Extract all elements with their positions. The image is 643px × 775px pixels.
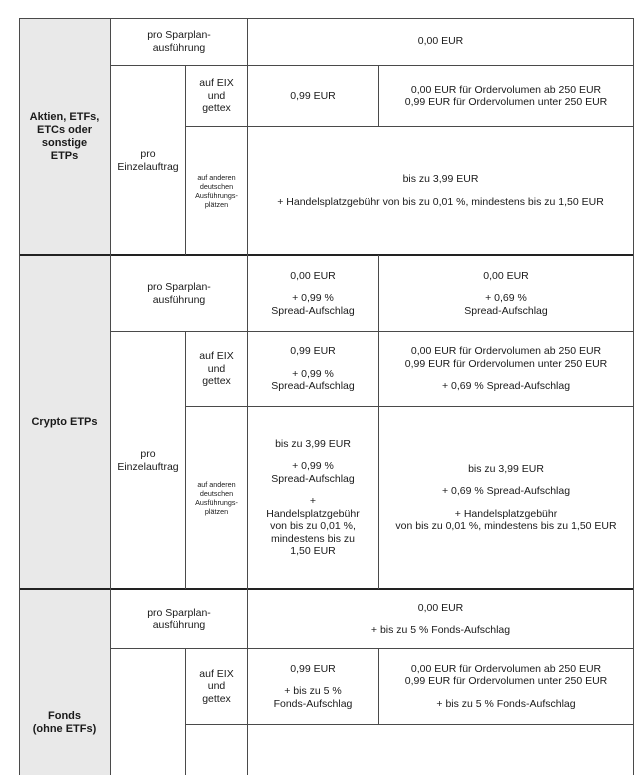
label-line: auf EIX bbox=[199, 77, 234, 90]
category-line: Crypto ETPs bbox=[31, 416, 98, 428]
label-line: gettex bbox=[202, 375, 231, 388]
fee-line: 0,99 EUR für Ordervolumen unter 250 EUR bbox=[404, 357, 608, 370]
fee-line: + bis zu 5 % bbox=[284, 685, 342, 698]
label-line: Ausführungs- bbox=[195, 497, 238, 507]
fee-line: + 0,69 % Spread-Aufschlag bbox=[441, 485, 571, 497]
sparplan-fee bbox=[248, 590, 633, 648]
category-line: Aktien, ETFs, bbox=[29, 110, 100, 123]
other-venue-fee bbox=[248, 127, 633, 254]
label-line: pro Sparplan- bbox=[147, 29, 211, 41]
category-line: (ohne ETFs) bbox=[32, 723, 97, 735]
fee-line: + 0,99 % bbox=[292, 367, 334, 380]
venue-other-german bbox=[186, 407, 247, 588]
sparplan-label bbox=[111, 18, 247, 65]
fee-line: + bis zu 5 % Fonds-Aufschlag bbox=[370, 624, 511, 636]
category-crypto-etps bbox=[19, 256, 110, 589]
category-aktien-etfs bbox=[19, 18, 110, 255]
category-line: ETCs oder bbox=[36, 123, 92, 136]
fee-line: 0,00 EUR für Ordervolumen ab 250 EUR bbox=[410, 662, 602, 675]
venue-eix-gettex bbox=[186, 66, 247, 126]
fee-line: Spread-Aufschlag bbox=[271, 304, 355, 317]
label-line: pro bbox=[140, 448, 156, 460]
fee-line: + 0,69 % bbox=[485, 292, 527, 305]
eix-fee-secondary bbox=[379, 66, 633, 126]
fee-line: + Handelsplatzgebühr von bis zu 0,01 %, mindestens bis zu 1,50 EUR bbox=[277, 195, 604, 208]
sparplan-fee bbox=[248, 18, 633, 65]
venue-other-german bbox=[186, 127, 247, 254]
sparplan-label bbox=[111, 256, 247, 331]
sparplan-fee-secondary bbox=[379, 256, 633, 331]
eix-fee-primary bbox=[248, 649, 378, 724]
fee-line: 0,99 EUR für Ordervolumen unter 250 EUR bbox=[404, 675, 608, 688]
category-line: Fonds bbox=[48, 710, 81, 722]
einzelauftrag-label bbox=[111, 66, 185, 255]
fee-line: Spread-Aufschlag bbox=[271, 472, 355, 485]
label-line: gettex bbox=[202, 102, 231, 115]
label-line: Ausführungs- bbox=[195, 190, 238, 200]
other-venue-fee-primary bbox=[248, 407, 378, 588]
eix-fee-secondary bbox=[379, 649, 633, 724]
fee-line: Fonds-Aufschlag bbox=[273, 697, 353, 710]
fee-line: mindestens bis zu bbox=[270, 532, 356, 545]
eix-fee-primary bbox=[248, 332, 378, 406]
fee-line: 0,99 EUR bbox=[290, 89, 336, 102]
label-line: pro Sparplan- bbox=[147, 606, 211, 619]
label-line: plätzen bbox=[204, 199, 229, 209]
label-line: auf EIX bbox=[199, 667, 234, 680]
fee-line: Spread-Aufschlag bbox=[271, 380, 355, 393]
other-venue-fee-secondary bbox=[379, 407, 633, 588]
fee-line: 0,00 EUR bbox=[290, 269, 336, 282]
label-line: Einzelauftrag bbox=[117, 160, 179, 173]
label-line: auf anderen bbox=[197, 172, 236, 182]
fee-line: 0,99 EUR für Ordervolumen unter 250 EUR bbox=[404, 96, 608, 108]
label-line: ausführung bbox=[152, 293, 206, 306]
fee-line: bis zu 3,99 EUR bbox=[402, 173, 479, 185]
fee-line: + 0,99 % bbox=[292, 460, 334, 472]
label-line: deutschen bbox=[199, 181, 234, 191]
fee-line: 0,99 EUR bbox=[290, 662, 336, 675]
fee-line: 0,00 EUR bbox=[417, 35, 464, 48]
fee-line: 0,00 EUR für Ordervolumen ab 250 EUR bbox=[410, 83, 602, 96]
label-line: deutschen bbox=[199, 488, 234, 498]
label-line: ausführung bbox=[152, 619, 206, 631]
category-line: ETPs bbox=[50, 149, 79, 162]
label-line: Einzelauftrag bbox=[117, 460, 179, 473]
sparplan-fee-primary bbox=[248, 256, 378, 331]
label-line: und bbox=[207, 680, 226, 693]
fee-line: von bis zu 0,01 %, bbox=[270, 520, 356, 532]
fee-line: + bbox=[309, 495, 317, 507]
fee-line: 0,00 EUR bbox=[417, 601, 464, 614]
venue-eix-gettex bbox=[186, 649, 247, 724]
fee-line: 1,50 EUR bbox=[290, 545, 336, 557]
fee-line: bis zu 3,99 EUR bbox=[468, 462, 544, 475]
eix-fee-primary bbox=[248, 66, 378, 126]
row-divider bbox=[185, 724, 633, 725]
fee-line: + 0,99 % bbox=[292, 292, 334, 305]
label-line: plätzen bbox=[204, 506, 229, 516]
einzelauftrag-label bbox=[111, 332, 185, 589]
fee-line: 0,00 EUR bbox=[483, 269, 529, 282]
label-line: und bbox=[207, 89, 226, 102]
fee-line: 0,00 EUR für Ordervolumen ab 250 EUR bbox=[410, 345, 602, 358]
fee-line: bis zu 3,99 EUR bbox=[275, 437, 351, 450]
fee-line: + 0,69 % Spread-Aufschlag bbox=[441, 380, 571, 393]
label-line: gettex bbox=[202, 692, 231, 705]
fee-line: Handelsplatzgebühr bbox=[266, 507, 360, 520]
fee-line: von bis zu 0,01 %, mindestens bis zu 1,50 EUR bbox=[395, 520, 617, 532]
label-line: auf EIX bbox=[199, 350, 234, 363]
category-fonds bbox=[19, 710, 110, 775]
label-line: und bbox=[207, 362, 226, 375]
label-line: ausführung bbox=[152, 41, 206, 54]
fee-line: 0,99 EUR bbox=[290, 345, 336, 358]
label-line: auf anderen bbox=[197, 479, 236, 489]
fee-line: + Handelsplatzgebühr bbox=[454, 507, 558, 520]
category-line: sonstige bbox=[41, 136, 88, 149]
sparplan-label bbox=[111, 590, 247, 648]
label-line: pro Sparplan- bbox=[147, 281, 211, 293]
fee-line: Spread-Aufschlag bbox=[464, 304, 548, 317]
venue-eix-gettex bbox=[186, 332, 247, 406]
label-line: pro bbox=[140, 148, 156, 160]
table-right-border bbox=[633, 18, 634, 775]
fee-line: + bis zu 5 % Fonds-Aufschlag bbox=[436, 697, 576, 710]
eix-fee-secondary bbox=[379, 332, 633, 406]
